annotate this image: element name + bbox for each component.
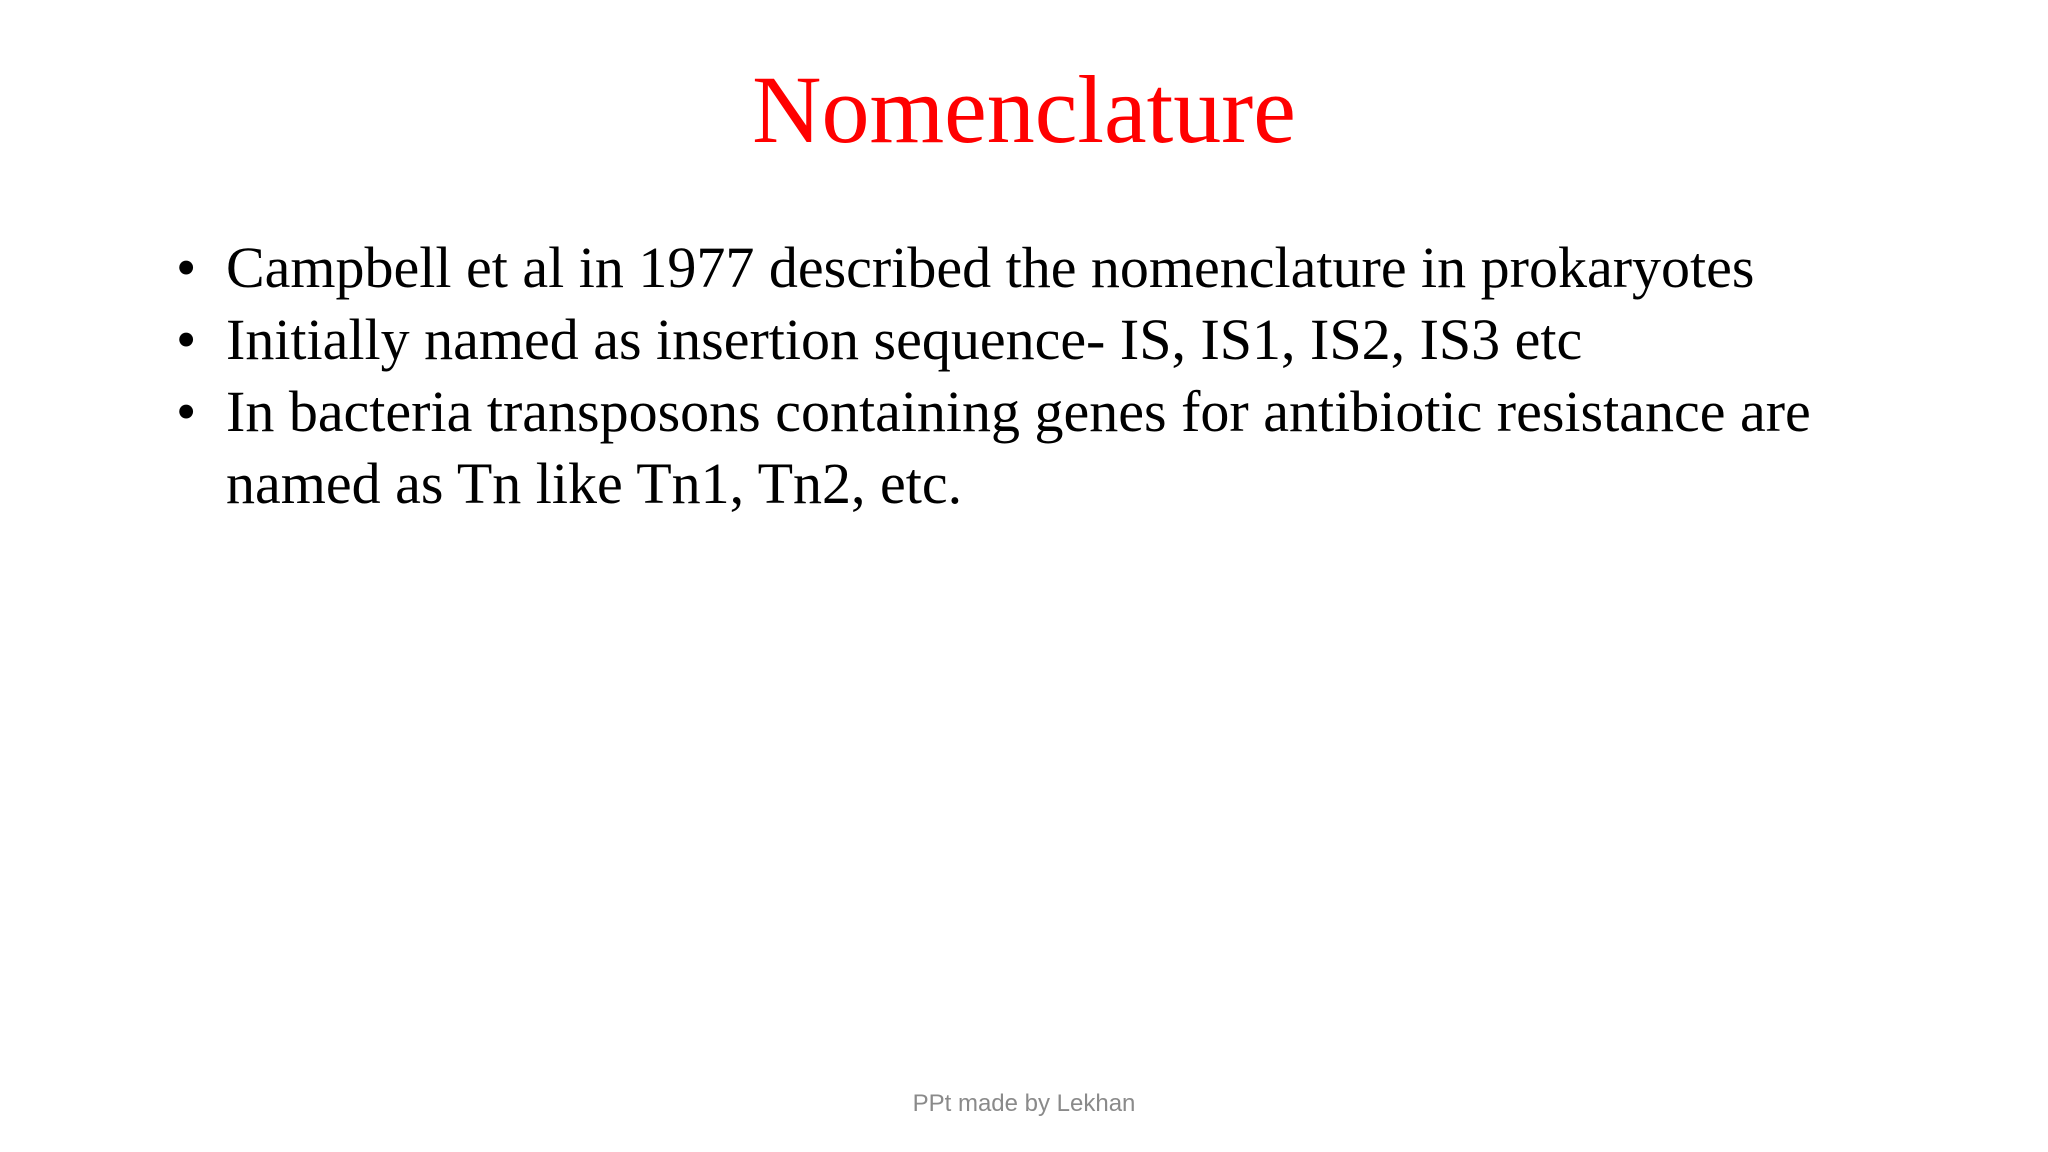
- bullet-item: [176, 304, 1896, 376]
- bullet-icon: •: [176, 379, 197, 444]
- bullet-item: [176, 232, 1896, 304]
- slide-title: Nomenclature: [752, 56, 1296, 163]
- bullet-text: Campbell et al in 1977 described the nomenclature in prokaryotes: [226, 235, 1755, 300]
- bullet-text: In bacteria transposons containing genes for antibiotic resistance are named as Tn like Tn1, Tn2, etc.: [226, 379, 1811, 516]
- bullet-list: [176, 232, 1896, 520]
- bullet-icon: •: [176, 235, 197, 300]
- slide-footer: PPt made by Lekhan: [912, 1090, 1136, 1117]
- bullet-icon: •: [176, 307, 197, 372]
- bullet-text: Initially named as insertion sequence- IS, IS1, IS2, IS3 etc: [226, 307, 1583, 372]
- bullet-item: [176, 376, 1896, 520]
